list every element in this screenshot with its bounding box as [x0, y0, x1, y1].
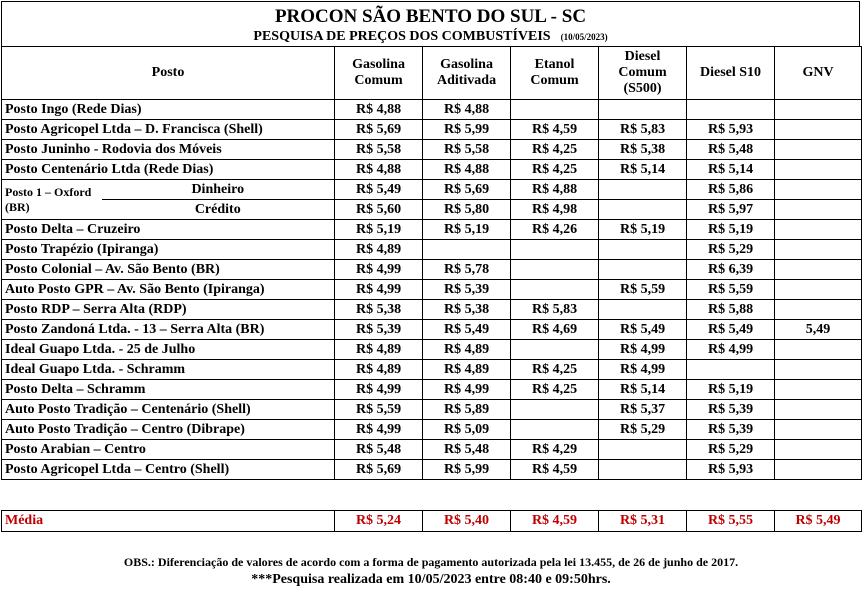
table-row — [2, 120, 862, 140]
price-etanol: R$ 4,25 — [511, 160, 599, 180]
station-name: Posto Delta – Cruzeiro — [2, 220, 335, 240]
header-gnv: GNV — [775, 47, 862, 100]
price-gnv — [775, 180, 862, 200]
price-gasolina-aditivada: R$ 5,89 — [423, 400, 511, 420]
header-row — [2, 47, 862, 100]
price-table — [1, 46, 862, 480]
station-name-oxford: Posto 1 – Oxford (BR) — [2, 180, 102, 220]
price-gnv — [775, 360, 862, 380]
price-diesel-comum: R$ 5,38 — [599, 140, 687, 160]
price-diesel-s10: R$ 5,93 — [687, 460, 775, 480]
station-name: Ideal Guapo Ltda. - Schramm — [2, 360, 335, 380]
title-box — [1, 1, 860, 47]
price-gasolina-aditivada: R$ 5,78 — [423, 260, 511, 280]
price-diesel-s10: R$ 5,29 — [687, 240, 775, 260]
table-row — [2, 280, 862, 300]
price-diesel-comum: R$ 4,99 — [599, 360, 687, 380]
header-posto: Posto — [2, 47, 335, 100]
station-name: Auto Posto GPR – Av. São Bento (Ipiranga) — [2, 280, 335, 300]
price-gasolina-aditivada: R$ 5,99 — [423, 460, 511, 480]
price-diesel-s10 — [687, 360, 775, 380]
table-row — [2, 380, 862, 400]
price-gasolina-comum: R$ 5,59 — [335, 400, 423, 420]
price-etanol: R$ 4,25 — [511, 140, 599, 160]
average-gasolina-aditivada: R$ 5,40 — [423, 511, 511, 532]
price-gasolina-comum: R$ 5,49 — [335, 180, 423, 200]
price-gnv — [775, 440, 862, 460]
price-gnv — [775, 380, 862, 400]
observation-note: OBS.: Diferenciação de valores de acordo com a forma de pagamento autorizada pela lei 13.455, de 26 de junho de 2017. — [123, 555, 739, 569]
price-gasolina-comum: R$ 5,39 — [335, 320, 423, 340]
station-name: Posto Centenário Ltda (Rede Dias) — [2, 160, 335, 180]
price-gnv — [775, 100, 862, 120]
price-etanol: R$ 4,69 — [511, 320, 599, 340]
header-diesel-comum: Diesel Comum (S500) — [599, 47, 687, 100]
price-gasolina-aditivada: R$ 4,88 — [423, 160, 511, 180]
price-diesel-s10 — [687, 100, 775, 120]
price-diesel-comum — [599, 240, 687, 260]
price-gasolina-aditivada: R$ 5,80 — [423, 200, 511, 220]
price-diesel-s10: R$ 5,19 — [687, 380, 775, 400]
price-gasolina-comum: R$ 4,99 — [335, 260, 423, 280]
price-diesel-s10: R$ 5,49 — [687, 320, 775, 340]
price-gnv — [775, 120, 862, 140]
price-diesel-s10: R$ 5,48 — [687, 140, 775, 160]
table-row — [2, 440, 862, 460]
table-row — [2, 220, 862, 240]
price-etanol — [511, 260, 599, 280]
price-etanol: R$ 5,83 — [511, 300, 599, 320]
price-diesel-comum: R$ 5,49 — [599, 320, 687, 340]
average-diesel-comum: R$ 5,31 — [599, 511, 687, 532]
price-gasolina-comum: R$ 5,48 — [335, 440, 423, 460]
page-title: PROCON SÃO BENTO DO SUL - SC — [274, 6, 587, 27]
price-gnv — [775, 160, 862, 180]
price-gasolina-aditivada: R$ 5,09 — [423, 420, 511, 440]
average-diesel-s10: R$ 5,55 — [687, 511, 775, 532]
subtitle-text: PESQUISA DE PREÇOS DOS COMBUSTÍVEIS — [253, 29, 551, 44]
price-gasolina-aditivada: R$ 5,19 — [423, 220, 511, 240]
price-gasolina-comum: R$ 4,89 — [335, 360, 423, 380]
price-gnv: 5,49 — [775, 320, 862, 340]
station-name: Auto Posto Tradição – Centenário (Shell) — [2, 400, 335, 420]
price-diesel-s10: R$ 5,19 — [687, 220, 775, 240]
price-etanol: R$ 4,98 — [511, 200, 599, 220]
price-diesel-comum: R$ 4,99 — [599, 340, 687, 360]
station-name: Posto Agricopel Ltda – D. Francisca (Shell) — [2, 120, 335, 140]
price-diesel-comum — [599, 440, 687, 460]
price-diesel-comum: R$ 5,14 — [599, 380, 687, 400]
table-row — [2, 420, 862, 440]
price-gasolina-comum: R$ 4,89 — [335, 340, 423, 360]
price-gasolina-comum: R$ 5,69 — [335, 460, 423, 480]
station-name: Posto Delta – Schramm — [2, 380, 335, 400]
payment-credito: Crédito — [102, 200, 335, 220]
price-gasolina-comum: R$ 4,99 — [335, 280, 423, 300]
price-diesel-comum — [599, 100, 687, 120]
price-gnv — [775, 400, 862, 420]
price-etanol: R$ 4,25 — [511, 360, 599, 380]
average-table — [1, 510, 862, 532]
price-etanol: R$ 4,59 — [511, 460, 599, 480]
average-label: Média — [2, 511, 335, 532]
station-name: Posto Juninho - Rodovia dos Móveis — [2, 140, 335, 160]
table-row-oxford-dinheiro — [2, 180, 862, 200]
price-gasolina-comum: R$ 4,88 — [335, 100, 423, 120]
price-gasolina-comum: R$ 4,89 — [335, 240, 423, 260]
survey-note: ***Pesquisa realizada em 10/05/2023 entre 08:40 e 09:50hrs. — [251, 572, 611, 587]
price-gnv — [775, 260, 862, 280]
table-row — [2, 340, 862, 360]
price-diesel-comum — [599, 180, 687, 200]
price-gasolina-comum: R$ 4,99 — [335, 380, 423, 400]
price-gasolina-aditivada: R$ 4,88 — [423, 100, 511, 120]
table-row-oxford-credito — [2, 200, 862, 220]
table-row — [2, 140, 862, 160]
table-row — [2, 360, 862, 380]
average-gasolina-comum: R$ 5,24 — [335, 511, 423, 532]
price-diesel-s10: R$ 4,99 — [687, 340, 775, 360]
price-gnv — [775, 140, 862, 160]
price-diesel-comum: R$ 5,29 — [599, 420, 687, 440]
price-gasolina-aditivada: R$ 5,49 — [423, 320, 511, 340]
station-name: Posto Trapézio (Ipiranga) — [2, 240, 335, 260]
price-gasolina-aditivada: R$ 4,99 — [423, 380, 511, 400]
header-etanol-comum: Etanol Comum — [511, 47, 599, 100]
station-name: Posto Arabian – Centro — [2, 440, 335, 460]
table-row — [2, 260, 862, 280]
average-gnv: R$ 5,49 — [775, 511, 862, 532]
price-gasolina-comum: R$ 5,19 — [335, 220, 423, 240]
page-subtitle — [2, 29, 859, 45]
average-etanol: R$ 4,59 — [511, 511, 599, 532]
price-etanol — [511, 400, 599, 420]
price-etanol: R$ 4,26 — [511, 220, 599, 240]
price-gnv — [775, 280, 862, 300]
price-diesel-comum — [599, 460, 687, 480]
price-gasolina-aditivada: R$ 5,99 — [423, 120, 511, 140]
price-gnv — [775, 220, 862, 240]
price-diesel-s10: R$ 6,39 — [687, 260, 775, 280]
station-name: Auto Posto Tradição – Centro (Dibrape) — [2, 420, 335, 440]
price-diesel-comum: R$ 5,37 — [599, 400, 687, 420]
price-gasolina-aditivada: R$ 4,89 — [423, 340, 511, 360]
price-gasolina-comum: R$ 5,58 — [335, 140, 423, 160]
price-diesel-comum — [599, 200, 687, 220]
price-gasolina-comum: R$ 4,99 — [335, 420, 423, 440]
payment-dinheiro: Dinheiro — [102, 180, 335, 200]
price-gasolina-comum: R$ 5,60 — [335, 200, 423, 220]
price-diesel-s10: R$ 5,59 — [687, 280, 775, 300]
price-gasolina-aditivada: R$ 5,38 — [423, 300, 511, 320]
header-gasolina-aditivada: Gasolina Aditivada — [423, 47, 511, 100]
price-diesel-s10: R$ 5,29 — [687, 440, 775, 460]
price-etanol — [511, 240, 599, 260]
price-diesel-s10: R$ 5,93 — [687, 120, 775, 140]
table-row — [2, 160, 862, 180]
header-gasolina-comum: Gasolina Comum — [335, 47, 423, 100]
price-gnv — [775, 340, 862, 360]
price-gasolina-aditivada: R$ 5,69 — [423, 180, 511, 200]
price-diesel-comum: R$ 5,83 — [599, 120, 687, 140]
price-etanol — [511, 100, 599, 120]
station-name: Posto Agricopel Ltda – Centro (Shell) — [2, 460, 335, 480]
price-diesel-comum: R$ 5,59 — [599, 280, 687, 300]
average-row — [2, 511, 862, 532]
price-gasolina-aditivada: R$ 5,48 — [423, 440, 511, 460]
price-etanol — [511, 340, 599, 360]
price-gasolina-comum: R$ 5,38 — [335, 300, 423, 320]
price-diesel-comum: R$ 5,14 — [599, 160, 687, 180]
price-gasolina-aditivada: R$ 5,39 — [423, 280, 511, 300]
price-diesel-s10: R$ 5,39 — [687, 420, 775, 440]
price-gasolina-comum: R$ 5,69 — [335, 120, 423, 140]
price-etanol: R$ 4,25 — [511, 380, 599, 400]
header-diesel-s10: Diesel S10 — [687, 47, 775, 100]
station-name: Posto RDP – Serra Alta (RDP) — [2, 300, 335, 320]
price-diesel-s10: R$ 5,39 — [687, 400, 775, 420]
price-diesel-comum — [599, 260, 687, 280]
price-diesel-comum — [599, 300, 687, 320]
station-name: Posto Zandoná Ltda. - 13 – Serra Alta (BR) — [2, 320, 335, 340]
price-etanol: R$ 4,59 — [511, 120, 599, 140]
price-diesel-s10: R$ 5,86 — [687, 180, 775, 200]
price-etanol: R$ 4,88 — [511, 180, 599, 200]
price-gnv — [775, 300, 862, 320]
table-row — [2, 240, 862, 260]
price-gnv — [775, 240, 862, 260]
price-diesel-s10: R$ 5,88 — [687, 300, 775, 320]
survey-date: (10/05/2023) — [560, 32, 608, 42]
price-gasolina-aditivada: R$ 4,89 — [423, 360, 511, 380]
price-gasolina-aditivada — [423, 240, 511, 260]
price-gnv — [775, 460, 862, 480]
table-row — [2, 460, 862, 480]
station-name: Posto Colonial – Av. São Bento (BR) — [2, 260, 335, 280]
table-row — [2, 400, 862, 420]
price-gnv — [775, 420, 862, 440]
table-row — [2, 320, 862, 340]
price-gasolina-aditivada: R$ 5,58 — [423, 140, 511, 160]
price-etanol — [511, 420, 599, 440]
station-name: Posto Ingo (Rede Dias) — [2, 100, 335, 120]
price-diesel-comum: R$ 5,19 — [599, 220, 687, 240]
price-etanol: R$ 4,29 — [511, 440, 599, 460]
table-row — [2, 100, 862, 120]
price-etanol — [511, 280, 599, 300]
station-name: Ideal Guapo Ltda. - 25 de Julho — [2, 340, 335, 360]
price-gnv — [775, 200, 862, 220]
price-gasolina-comum: R$ 4,88 — [335, 160, 423, 180]
price-diesel-s10: R$ 5,97 — [687, 200, 775, 220]
table-row — [2, 300, 862, 320]
price-diesel-s10: R$ 5,14 — [687, 160, 775, 180]
